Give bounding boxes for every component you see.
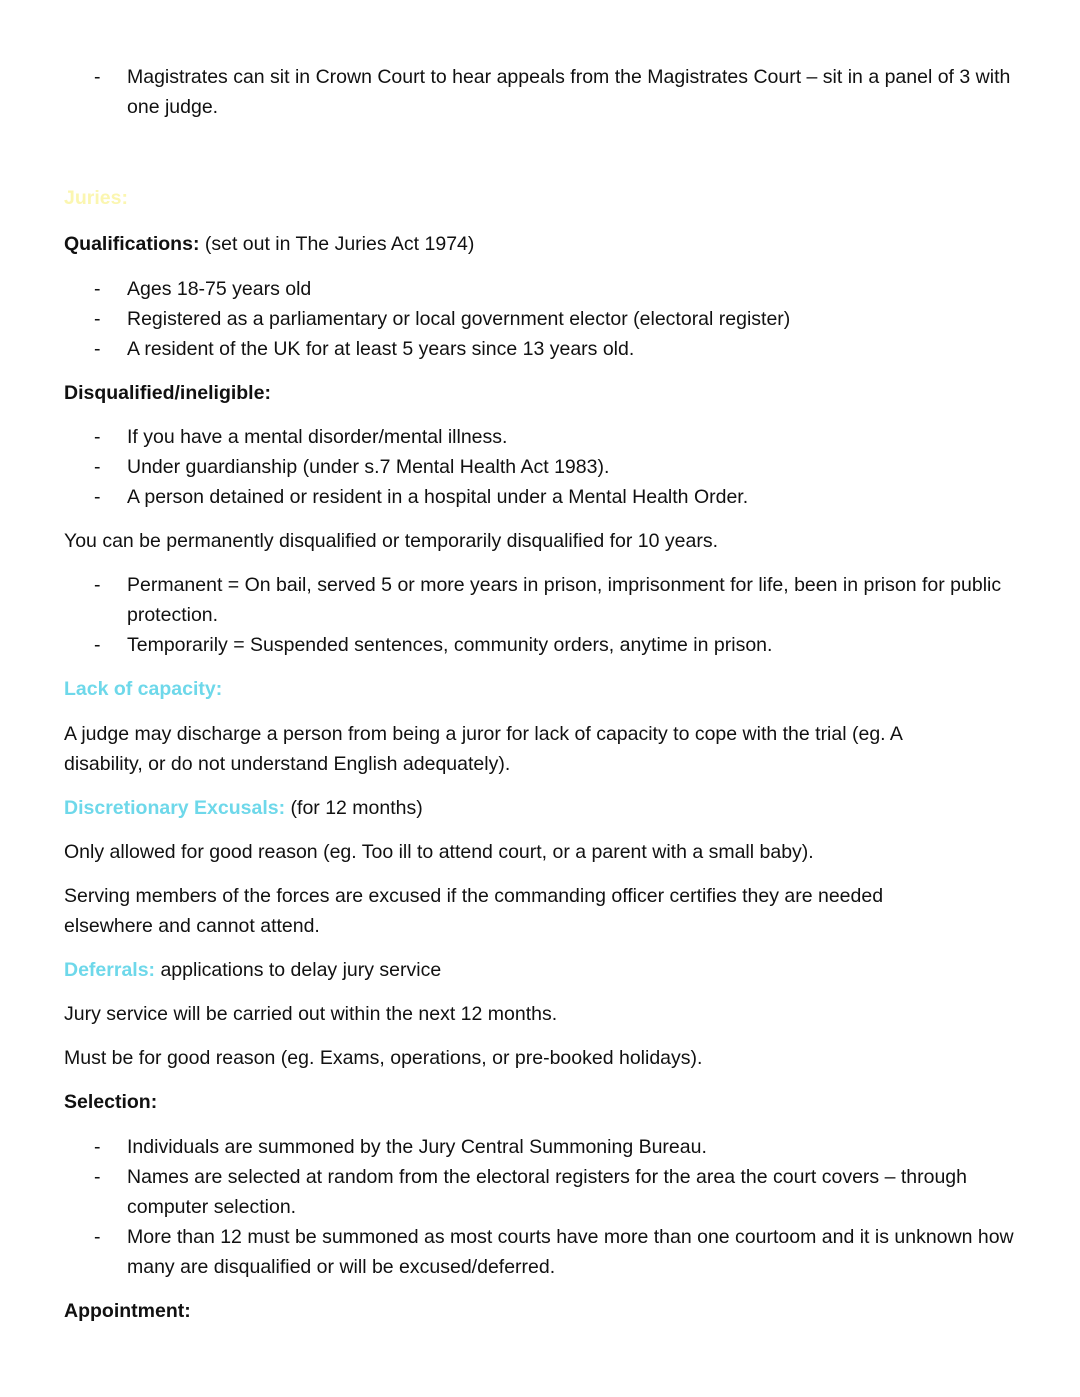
deferrals-paragraph-1: Jury service will be carried out within the next 12 months. bbox=[64, 1003, 558, 1025]
bullet-marker: - bbox=[94, 574, 101, 596]
qualifications-line bbox=[64, 229, 474, 259]
excusals-paragraph-1: Only allowed for good reason (eg. Too ill to attend court, or a parent with a small baby). bbox=[64, 841, 814, 863]
excusals-heading: Discretionary Excusals: bbox=[64, 797, 286, 819]
disqualification-paragraph: You can be permanently disqualified or temporarily disqualified for 10 years. bbox=[64, 530, 718, 552]
selection-bullet-1: Individuals are summoned by the Jury Central Summoning Bureau. bbox=[127, 1136, 707, 1158]
bullet-marker: - bbox=[94, 66, 101, 88]
bullet-marker: - bbox=[94, 1226, 101, 1248]
bullet-marker: - bbox=[94, 338, 101, 360]
qualifications-label: Qualifications: bbox=[64, 233, 200, 255]
qualifications-note: (set out in The Juries Act 1974) bbox=[199, 233, 475, 255]
disqualified-bullet-3: A person detained or resident in a hospital under a Mental Health Order. bbox=[127, 486, 749, 508]
excusals-paragraph-2: Serving members of the forces are excused if the commanding officer certifies they are needed elsewhere and cannot attend. bbox=[64, 885, 884, 937]
appointment-label: Appointment: bbox=[64, 1300, 191, 1322]
selection-bullet-3: More than 12 must be summoned as most courts have more than one courtoom and it is unknown how many are disqualified or will be excused/deferred. bbox=[127, 1226, 1014, 1278]
capacity-heading: Lack of capacity: bbox=[64, 678, 223, 700]
capacity-paragraph: A judge may discharge a person from being a juror for lack of capacity to cope with the trial (eg. A disability, or do not understand English adequately). bbox=[64, 723, 902, 775]
qualification-bullet-2: Registered as a parliamentary or local government elector (electoral register) bbox=[127, 308, 791, 330]
disqualified-bullet-1: If you have a mental disorder/mental illness. bbox=[127, 426, 508, 448]
bullet-marker: - bbox=[94, 426, 101, 448]
selection-bullet-2: Names are selected at random from the electoral registers for the area the court covers – through computer selection. bbox=[127, 1166, 967, 1218]
deferrals-heading: Deferrals: bbox=[64, 959, 156, 981]
excusals-line bbox=[64, 793, 423, 823]
bullet-marker: - bbox=[94, 1136, 101, 1158]
juries-heading: Juries: bbox=[64, 187, 128, 209]
selection-label: Selection: bbox=[64, 1091, 158, 1113]
bullet-marker: - bbox=[94, 634, 101, 656]
deferrals-line bbox=[64, 955, 441, 985]
excusals-note: (for 12 months) bbox=[285, 797, 423, 819]
permanent-bullet: Permanent = On bail, served 5 or more years in prison, imprisonment for life, been in prison for public protection. bbox=[127, 574, 1002, 626]
temporary-bullet: Temporarily = Suspended sentences, community orders, anytime in prison. bbox=[127, 634, 773, 656]
bullet-marker: - bbox=[94, 308, 101, 330]
deferrals-paragraph-2: Must be for good reason (eg. Exams, operations, or pre-booked holidays). bbox=[64, 1047, 703, 1069]
disqualified-bullet-2: Under guardianship (under s.7 Mental Health Act 1983). bbox=[127, 456, 610, 478]
bullet-marker: - bbox=[94, 486, 101, 508]
qualification-bullet-3: A resident of the UK for at least 5 years since 13 years old. bbox=[127, 338, 635, 360]
bullet-marker: - bbox=[94, 1166, 101, 1188]
disqualified-label: Disqualified/ineligible: bbox=[64, 382, 271, 404]
intro-bullet-1: Magistrates can sit in Crown Court to hear appeals from the Magistrates Court – sit in a panel of 3 with one judge. bbox=[127, 66, 1011, 118]
deferrals-note: applications to delay jury service bbox=[155, 959, 442, 981]
bullet-marker: - bbox=[94, 278, 101, 300]
bullet-marker: - bbox=[94, 456, 101, 478]
qualification-bullet-1: Ages 18-75 years old bbox=[127, 278, 312, 300]
